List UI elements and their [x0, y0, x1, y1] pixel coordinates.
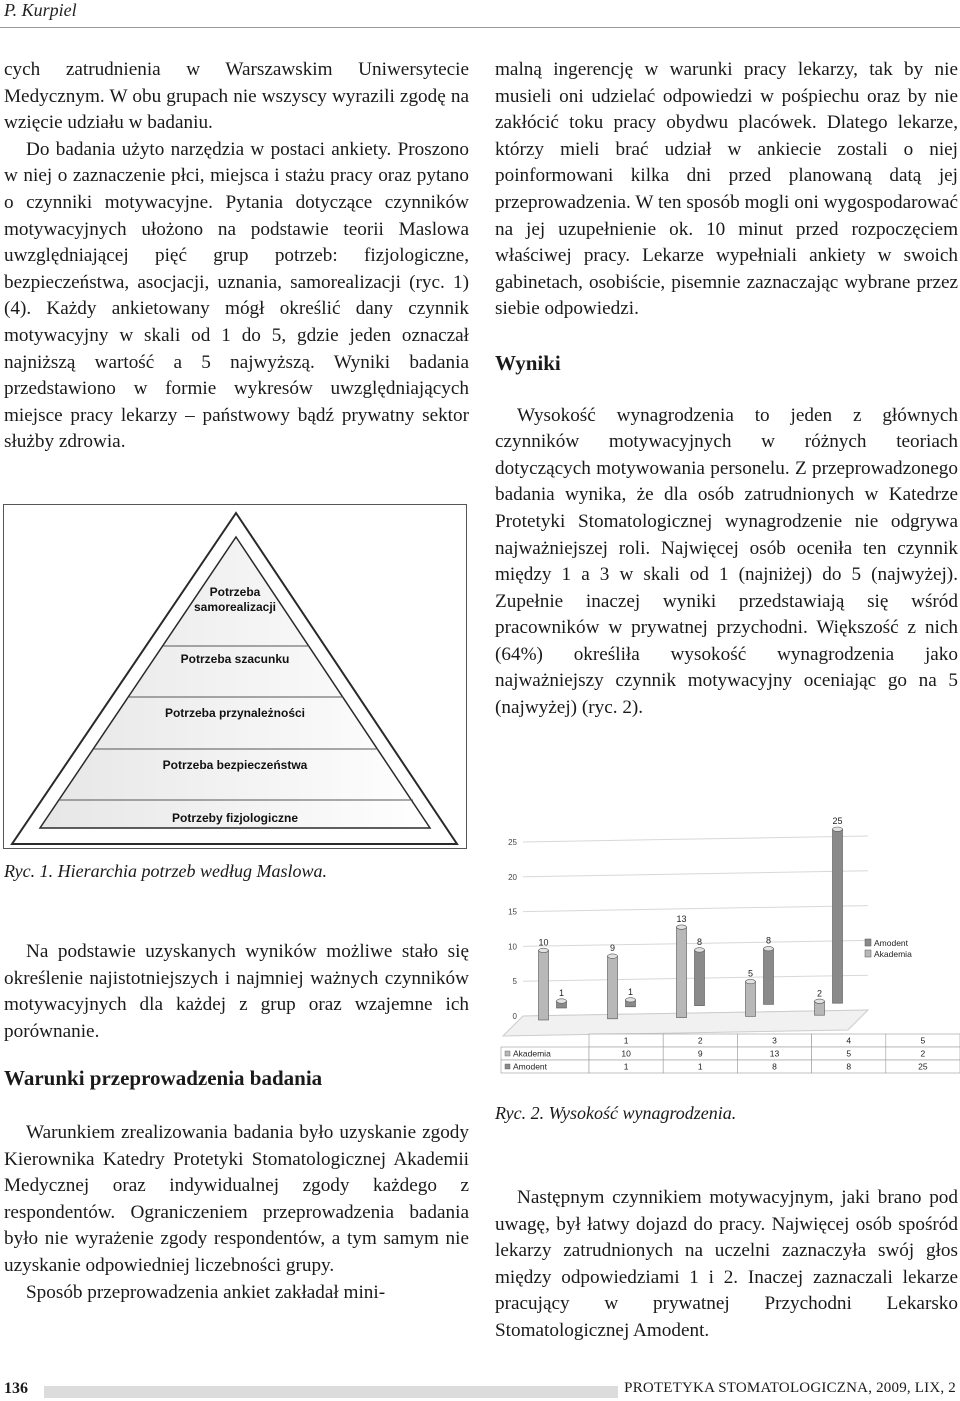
bar-cap: [557, 999, 567, 1003]
table-swatch: [505, 1051, 510, 1056]
bar-cap: [764, 947, 774, 951]
right-column-top: [495, 57, 958, 722]
bar-cap: [626, 998, 636, 1002]
right-column-bottom: [495, 1185, 958, 1345]
y-tick-label: 10: [508, 942, 517, 952]
data-label: 8: [765, 935, 772, 946]
gridline: [523, 906, 868, 912]
bar-akademia: [539, 950, 549, 1020]
data-label: 13: [676, 914, 687, 925]
section-heading-results: Wyniki: [495, 350, 561, 375]
bar-akademia: [746, 982, 756, 1017]
bar-cap: [815, 999, 825, 1003]
legend-swatch: [865, 950, 871, 957]
table-row-label: Akademia: [513, 1048, 551, 1059]
page-number: 136: [4, 1380, 28, 1397]
figure1-caption: Ryc. 1. Hierarchia potrzeb według Maslowa.: [4, 861, 327, 881]
right-paragraph-3: Następnym czynnikiem motywacyjnym, jaki brano pod uwagę, był łatwy dojazd do pracy. Najwięcej osób spośród lekarzy zatrudnionych na uczelni zaznaczyła swój głos między odpowiedziami 1 i 2. Inaczej zaznaczali lekarze pracujący w prywatnej Przychodni Lekarsko Stomatologicznej Amodent.: [495, 1187, 958, 1341]
data-label: 1: [558, 988, 565, 999]
left-paragraph-2: Do badania użyto narzędzia w postaci ankiety. Proszono w niej o zaznaczenie płci, miejsca i stażu pracy oraz pytano o czynniki motywacyjne. Pytania dotyczące czynników motywacyjnych ułożono na podstawie teorii Maslowa uwzględniającej pięć grup potrzeb: fizjologiczne, bezpieczeństwa, asocjacji, uznania, samorealizacji (ryc. 1) (4). Każdy ankietowany mógł określić dany czynnik motywacyjny w skali od 1 do 5, gdzie jeden oznaczał najniższą wartość a 5 najwyższą. Wyniki badania przedstawiono w formie wykresów uwzględniających miejsce pracy lekarzy – państwowy bądź prywatny sektor służby zdrowia.: [4, 138, 469, 453]
gridline: [523, 871, 868, 877]
bar-cap: [608, 954, 618, 958]
journal-footer: PROTETYKA STOMATOLOGICZNA, 2009, LIX, 2: [624, 1380, 956, 1396]
header-rule: [0, 27, 960, 28]
figure2-caption: Ryc. 2. Wysokość wynagrodzenia.: [495, 1103, 737, 1123]
table-header: 2: [697, 1035, 703, 1046]
table-header: 1: [623, 1035, 629, 1046]
y-tick-label: 25: [508, 838, 517, 847]
table-value: 2: [920, 1048, 926, 1059]
left-paragraph-3: Na podstawie uzyskanych wyników możliwe stało się określenie najistotniejszych i najmniej ważnych czynników motywacyjnych dla każdej z grup oraz wzajemne ich porównanie.: [4, 941, 469, 1042]
table-value: 9: [697, 1048, 703, 1059]
table-value: 8: [772, 1061, 777, 1072]
level-esteem: Potrzeba szacunku: [180, 652, 290, 666]
legend-label: Amodent: [874, 938, 909, 948]
data-label: 9: [609, 943, 616, 954]
bar-cap: [677, 925, 687, 929]
level-self-actualization-line2: samorealizacji: [193, 600, 277, 614]
bar-amodent: [833, 829, 843, 1003]
salary-chart: [493, 816, 960, 1090]
table-value: 1: [623, 1061, 629, 1072]
bar-akademia: [608, 956, 618, 1019]
maslow-pyramid-figure: [3, 504, 467, 849]
salary-chart-figure: [493, 816, 960, 1090]
table-value: 5: [846, 1048, 852, 1059]
left-column-top: [4, 57, 469, 456]
table-value: 1: [697, 1061, 703, 1072]
table-value: 8: [846, 1061, 852, 1072]
pyramid-drawing: [4, 505, 466, 848]
bar-cap: [539, 948, 549, 952]
table-header: 3: [772, 1035, 777, 1046]
level-physiological: Potrzeby fizjologiczne: [171, 811, 298, 825]
table-row-label: Amodent: [513, 1061, 548, 1072]
level-self-actualization-line1: Potrzeba: [209, 585, 261, 599]
data-label: 1: [627, 986, 634, 997]
level-belonging: Potrzeba przynależności: [164, 706, 306, 720]
left-paragraph-1: cych zatrudnienia w Warszawskim Uniwersytecie Medycznym. W obu grupach nie wszyscy wyrazili zgodę na wzięcie udziału w badaniu.: [4, 59, 469, 134]
legend-swatch: [865, 939, 871, 946]
bar-cap: [746, 979, 756, 983]
table-header: 5: [920, 1035, 926, 1046]
gridline: [523, 836, 868, 842]
bar-cap: [695, 948, 705, 952]
right-paragraph-1: malną ingerencję w warunki pracy lekarzy, tak by nie musieli oni udzielać odpowiedzi w pośpiechu oraz by nie zakłócić toku pracy obydwu placówek. Dlatego lekarze, którzy mieli brać udział w ankiecie zostali o niej poinformowani kilka dni przed planowaną datą jej przeprowadzenia. W ten sposób mogli oni wygospodarować na jej uzupełnienie ok. 10 minut przed rozpoczęciem właściwej pracy. Lekarze wypełniali ankiety w swoich gabinetach, osobiście, pisemnie zaznaczając wybrane przez siebie odpowiedzi.: [495, 59, 958, 320]
bar-amodent: [764, 949, 774, 1005]
gridline: [523, 940, 868, 946]
table-swatch: [505, 1064, 510, 1069]
level-safety: Potrzeba bezpieczeństwa: [162, 758, 308, 772]
bar-amodent: [695, 950, 705, 1006]
table-value: 25: [918, 1061, 928, 1072]
table-value: 10: [621, 1048, 631, 1059]
left-paragraph-4: Warunkiem zrealizowania badania było uzyskanie zgody Kierownika Katedry Protetyki Stomatologicznej Akademii Medycznej oraz indywidualnej zgody każdego z respondentów. Ograniczeniem przeprowadzenia badania było nie wyrażenie zgody respondentów, a tym samym nie uzyskanie odpowiedniej liczebności grupy.: [4, 1121, 469, 1276]
section-heading-conditions: Warunki przeprowadzenia badania: [4, 1066, 323, 1091]
table-value: 13: [769, 1048, 780, 1059]
y-tick-label: 0: [512, 1012, 517, 1021]
data-label: 10: [538, 937, 549, 948]
y-tick-label: 5: [512, 977, 517, 987]
bar-cap: [833, 827, 843, 831]
level-self-actualization: [4, 585, 466, 615]
table-header: 4: [846, 1035, 852, 1046]
footer-bar: [44, 1386, 618, 1398]
data-label: 5: [747, 968, 754, 979]
y-tick-label: 20: [508, 872, 517, 882]
data-label: 8: [696, 936, 703, 947]
legend-label: Akademia: [874, 949, 912, 959]
right-paragraph-2: Wysokość wynagrodzenia to jeden z głównych czynników motywacyjnych w różnych teoriach dotyczących motywowania personelu. Z przeprowadzonego badania wynika, że dla osób zatrudnionych w Katedrze Protetyki Stomatologicznej wynagrodzenie nie odgrywa najważniejszej roli. Najwięcej osób oceniła ten czynnik między 1 a 3 w skali od 1 (najniżej) do 5 (najwyżej). Zupełnie inaczej wyniki przedstawiają się wśród pracowników w prywatnej przychodni. Większość z nich (64%) określiła wysokość wynagrodzenia jako najważniejszy czynnik motywacyjny oceniając go na 5 (najwyżej) (ryc. 2).: [495, 404, 958, 719]
y-tick-label: 15: [508, 907, 517, 917]
left-column-bottom: [4, 939, 469, 1306]
left-paragraph-5: Sposób przeprowadzenia ankiet zakładał mini-: [26, 1281, 386, 1303]
bar-akademia: [677, 927, 687, 1017]
data-label: 25: [832, 816, 843, 827]
data-label: 2: [816, 988, 823, 999]
running-head: P. Kurpiel: [4, 0, 77, 20]
